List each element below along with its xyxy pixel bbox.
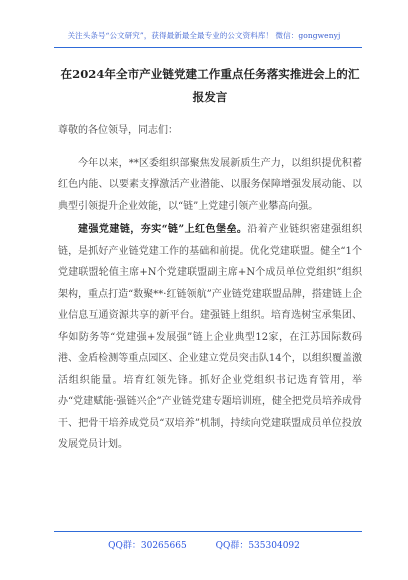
- header-divider: [54, 47, 362, 48]
- paragraph-2: [58, 219, 362, 456]
- paragraph-1: 今年以来，**区委组织部聚焦发展新质生产力，以组织提优积蓄红色内能、以要素支撑激活产业潜能、以服务保障增强发展动能、以典型引领提升企业效能，以“链”上党建引领产业攀高向强。: [58, 157, 362, 212]
- footer-qq-group-1: QQ群：30265665: [108, 541, 187, 551]
- header-banner: 关注头条号“公文研究”，获得最新最全最专业的公文资料库！ 微信：gongwenyj: [67, 31, 341, 40]
- document-title: 在2024年全市产业链党建工作重点任务落实推进会上的汇报发言: [60, 67, 360, 104]
- salutation: 尊敬的各位领导，同志们：: [58, 125, 178, 136]
- paragraph-2-heading: 建强党建链，夯实“链”上红色堡垒。: [78, 224, 248, 235]
- paragraph-2-body: 沿着产业链织密建强组织链，是抓好产业链党建工作的基础和前提。优化党建联盟。健全“1个党建联盟轮值主席+N个党建联盟副主席+N个成员单位党组织”组织架构，重点打造“数聚**·红链领航”产业链党建联盟品牌，搭建链上企业信息互通资源共享的新平台。建强链上组织。培育选树宝承集团、华如防务等“党建强+发展强”链上企业典型12家，在江苏国际数码港、金盾检测等重点园区、企业建立党员突击队14个，以组织覆盖激活组织能量。培育红领先锋。抓好企业党组织书记选育管用，举办“党建赋能·强链兴企”产业链党建专题培训班，健全把党员培养成骨干、把骨干培养成党员“双培养”机制，持续向党建联盟成员单位投放发展党员计划。: [58, 224, 362, 450]
- footer-divider: [54, 531, 362, 532]
- footer-qq-group-2: QQ群：535304092: [215, 541, 300, 551]
- document-body: [58, 120, 362, 456]
- footer: [0, 538, 408, 551]
